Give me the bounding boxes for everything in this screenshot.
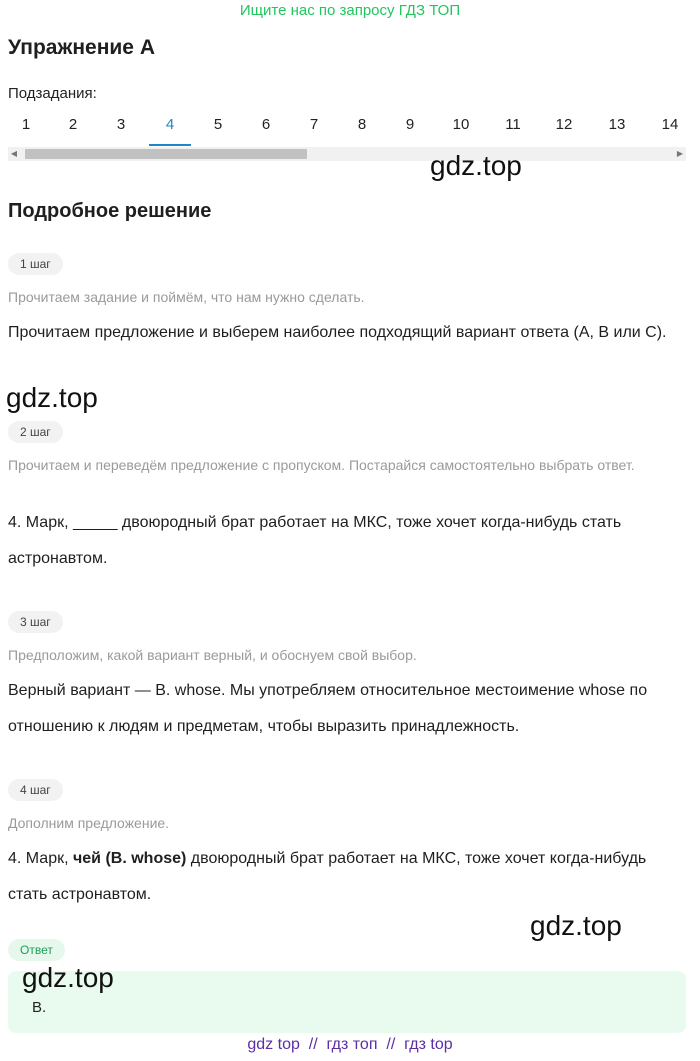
subtask-tabs	[0, 114, 700, 148]
subtask-tab-14[interactable]: 14	[661, 116, 679, 133]
footer-links: gdz top // гдз топ // гдз top	[247, 1036, 453, 1053]
step-4-hint: Дополним предложение.	[8, 815, 170, 831]
step-4-text	[8, 841, 688, 913]
step-2-hint: Прочитаем и переведём предложение с пропуском. Постарайся самостоятельно выбрать ответ.	[8, 457, 635, 473]
watermark: gdz.top	[430, 150, 522, 181]
subtask-tab-1[interactable]: 1	[21, 116, 31, 133]
step-1-badge: 1 шаг	[8, 253, 63, 275]
answer-badge: Ответ	[8, 939, 65, 961]
step-4-text-bold: чей (B. whose)	[72, 850, 187, 867]
subtask-tab-5[interactable]: 5	[213, 116, 223, 133]
scroll-right-arrow-icon[interactable]: ▶	[676, 149, 684, 158]
step-3-text: Верный вариант — B. whose. Мы употребляем относительное местоимение whose по отношению к людям и предметам, чтобы выразить принадлежность.	[8, 682, 648, 735]
step-2-badge: 2 шаг	[8, 421, 63, 443]
step-4-text-before: 4. Марк,	[8, 850, 73, 867]
subtask-tab-13[interactable]: 13	[608, 116, 626, 133]
subtask-tab-6[interactable]: 6	[261, 116, 271, 133]
step-3-badge: 3 шаг	[8, 611, 63, 633]
step-3-hint: Предположим, какой вариант верный, и обоснуем свой выбор.	[8, 647, 417, 663]
watermark: gdz.top	[530, 910, 622, 941]
subtask-tab-3[interactable]: 3	[116, 116, 126, 133]
subtask-tab-7[interactable]: 7	[309, 116, 319, 133]
step-1-hint: Прочитаем задание и поймём, что нам нужно сделать.	[8, 289, 365, 305]
solution-heading: Подробное решение	[8, 200, 212, 222]
page-title: Упражнение A	[8, 36, 155, 59]
promo-banner: Ищите нас по запросу ГДЗ ТОП	[239, 2, 461, 19]
watermark: gdz.top	[22, 962, 114, 993]
tabs-scrollbar[interactable]	[8, 147, 686, 161]
subtask-tab-10[interactable]: 10	[452, 116, 470, 133]
step-4-text-after: двоюродный брат работает на МКС, тоже хочет когда-нибудь стать астронавтом.	[8, 850, 647, 903]
watermark: gdz.top	[6, 382, 98, 413]
step-2-text: 4. Марк, _____ двоюродный брат работает на МКС, тоже хочет когда-нибудь стать астронавтом.	[8, 514, 622, 567]
subtask-tab-2[interactable]: 2	[68, 116, 78, 133]
subtask-tab-12[interactable]: 12	[555, 116, 573, 133]
answer-text: B.	[32, 999, 47, 1016]
subtask-tab-4[interactable]: 4	[148, 114, 192, 144]
subtasks-label: Подзадания:	[8, 85, 97, 102]
subtask-tab-8[interactable]: 8	[357, 116, 367, 133]
subtask-tab-9[interactable]: 9	[405, 116, 415, 133]
scroll-left-arrow-icon[interactable]: ◀	[10, 149, 18, 158]
step-1-text: Прочитаем предложение и выберем наиболее подходящий вариант ответа (А, B или C).	[8, 324, 667, 341]
scroll-thumb[interactable]	[25, 149, 307, 159]
step-4-badge: 4 шаг	[8, 779, 63, 801]
subtask-tab-11[interactable]: 11	[505, 116, 521, 133]
